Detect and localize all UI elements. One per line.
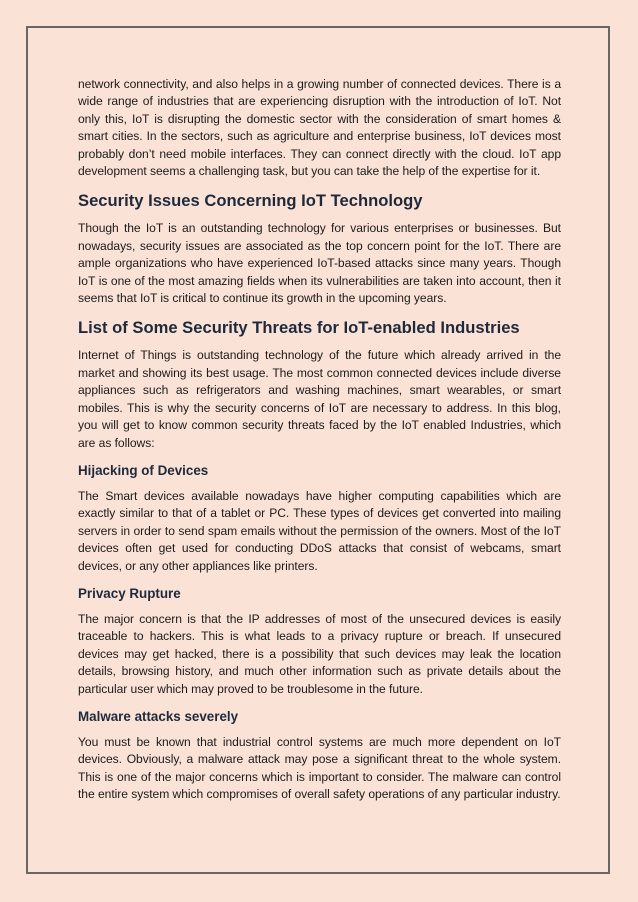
malware-paragraph: You must be known that industrial control systems are much more dependent on IoT devices. Obviously, a malware attack may pose a significant threat to the whole system. This is one of the major concerns which is important to consider. The malware can control the entire system which compromises of overall safety operations of any particular industry. [78, 734, 561, 802]
heading-threats-list: List of Some Security Threats for IoT-enabled Industries [78, 318, 520, 338]
heading-hijacking: Hijacking of Devices [78, 462, 209, 478]
heading-privacy: Privacy Rupture [78, 585, 181, 601]
hijacking-paragraph: The Smart devices available nowadays have higher computing capabilities which are exactly similar to that of a tablet or PC. These types of devices get converted into mailing servers in order to send spam emails without the permission of the owners. Most of the IoT devices often get used for conducting DDoS attacks that consist of webcams, smart devices, or any other appliances like printers. [78, 488, 561, 573]
intro-paragraph: network connectivity, and also helps in a growing number of connected devices. There is a wide range of industries that are experiencing disruption with the introduction of IoT. Not only this, IoT is disrupting the domestic sector with the consideration of smart homes & smart cities. In the sectors, such as agriculture and enterprise business, IoT devices most probably don’t need mobile interfaces. They can connect directly with the cloud. IoT app development seems a challenging task, but you can take the help of the expertise for it. [78, 77, 561, 179]
document-body [78, 76, 561, 804]
security-issues-paragraph: Though the IoT is an outstanding technology for various enterprises or businesses. But nowadays, security issues are associated as the top concern point for the IoT. There are ample organizations who have experienced IoT-based attacks since many years. Though IoT is one of the most amazing fields when its vulnerabilities are taken into account, then it seems that IoT is critical to continue its growth in the upcoming years. [78, 221, 561, 306]
privacy-paragraph: The major concern is that the IP addresses of most of the unsecured devices is easily traceable to hackers. This is what leads to a privacy rupture or breach. If unsecured devices may get hacked, there is a possibility that such devices may leak the location details, browsing history, and much other information such as private details about the particular user which may proved to be troublesome in the future. [78, 611, 561, 696]
threats-list-paragraph: Internet of Things is outstanding technology of the future which already arrived in the market and showing its best usage. The most common connected devices include diverse appliances such as refrigerators and washing machines, smart wearables, or smart mobiles. This is why the security concerns of IoT are necessary to address. In this blog, you will get to know common security threats faced by the IoT enabled Industries, which are as follows: [78, 348, 561, 450]
heading-malware: Malware attacks severely [78, 708, 239, 724]
heading-security-issues: Security Issues Concerning IoT Technology [78, 191, 423, 211]
